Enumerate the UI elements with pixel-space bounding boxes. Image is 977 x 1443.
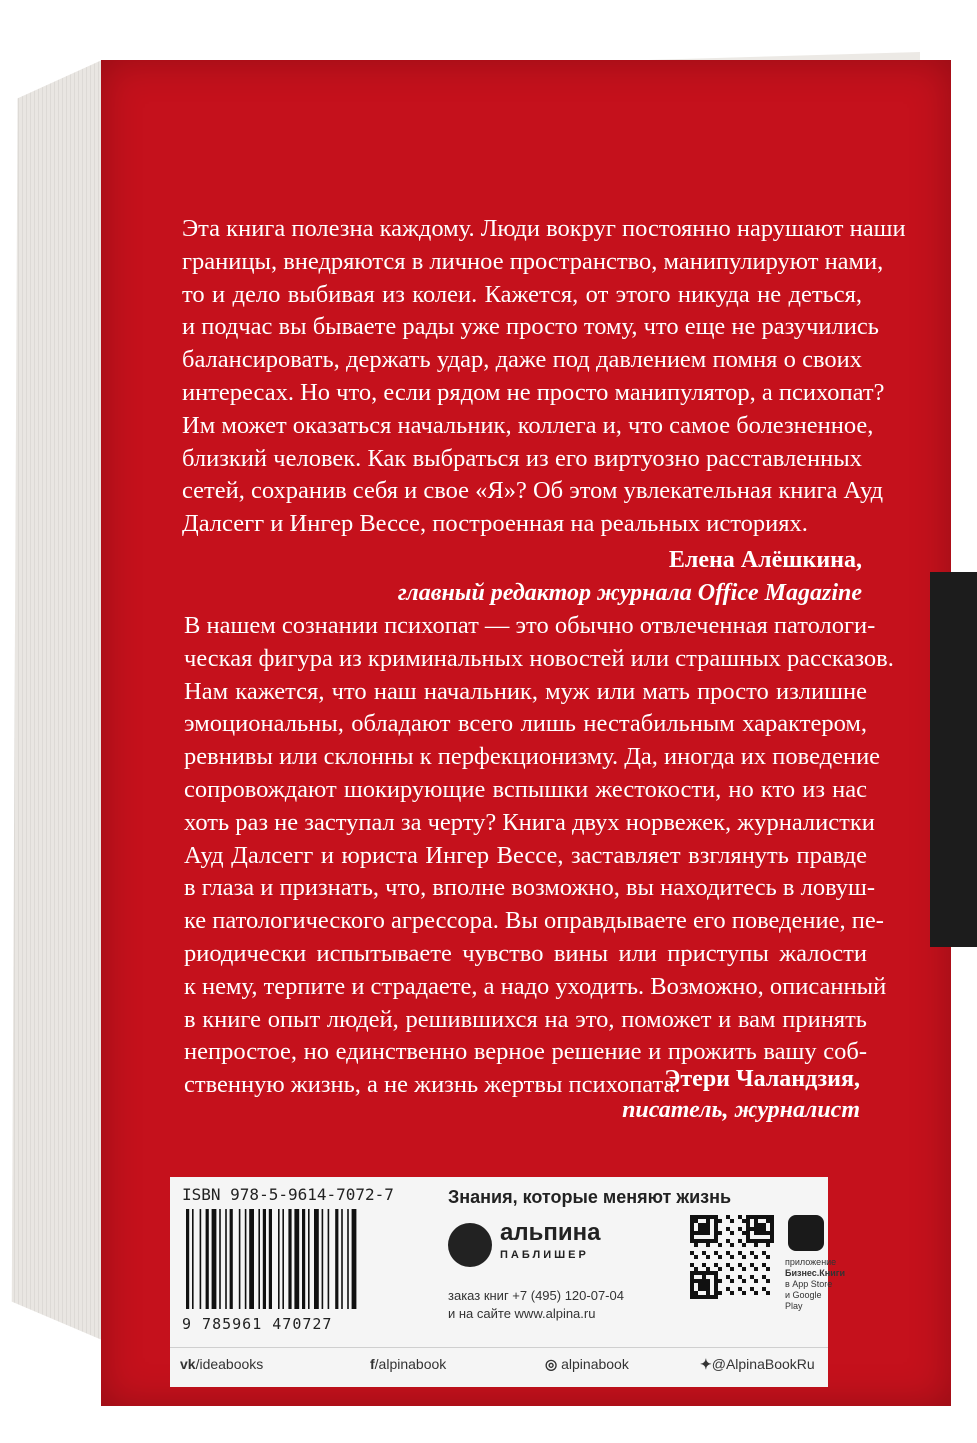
black-spine-band xyxy=(930,572,977,947)
fb-link xyxy=(370,1356,446,1372)
text-line: близкий человек. Как выбраться из его виртуозно расставленных xyxy=(182,444,862,472)
text-line: то и дело выбивая из колеи. Кажется, от этого никуда не деться, xyxy=(182,280,862,308)
app-icon xyxy=(788,1215,824,1251)
text-line: интересах. Но что, если рядом не просто манипулятор, а психопат? xyxy=(182,378,885,406)
app-line-2: Бизнес.Книги xyxy=(785,1268,846,1278)
fb-handle: /alpinabook xyxy=(374,1356,447,1372)
qr-code-icon xyxy=(690,1215,774,1299)
tw-handle: @AlpinaBookRu xyxy=(711,1356,815,1372)
facebook-icon: f xyxy=(370,1356,375,1372)
text-line: ревнивы или склонны к перфекционизму. Да, иногда их поведение xyxy=(184,743,881,771)
slogan: Знания, которые меняют жизнь xyxy=(448,1187,732,1207)
text-line: в глаза и признать, что, вполне возможно, вы находитесь в ловуш- xyxy=(184,874,876,902)
text-line: к нему, терпите и страдаете, а надо уходить. Возможно, описанный xyxy=(184,972,887,1000)
publisher-logo-icon xyxy=(448,1223,492,1267)
text-line: Ауд Далсегг и юриста Ингер Вессе, заставляет взглянуть правде xyxy=(184,841,867,869)
vk-handle: /ideabooks xyxy=(195,1356,264,1372)
isbn-text: ISBN 978-5-9614-7072-7 xyxy=(182,1185,394,1204)
blurb-1-attribution xyxy=(398,547,862,607)
blurb-2-role: писатель, журналист xyxy=(622,1097,860,1123)
blurb-1-role: главный редактор журнала Office Magazine xyxy=(397,580,862,606)
barcode-image xyxy=(182,1209,422,1309)
blurb-1-text xyxy=(182,213,906,541)
page-edges-side xyxy=(6,60,102,1340)
text-line: сетей, сохранив себя и свое «Я»? Об этом увлекательная книга Ауд xyxy=(182,477,884,505)
app-line-4: и Google Play xyxy=(785,1290,822,1311)
text-line: Нам кажется, что наш начальник, муж или мать просто излишне xyxy=(184,677,867,705)
app-line-3: в App Store xyxy=(785,1279,833,1289)
text-line: эмоциональны, обладают всего лишь нестабильным характером, xyxy=(184,710,867,738)
order-info xyxy=(448,1287,624,1323)
text-line: хоть раз не заступал за черту? Книга двух норвежек, журналистки xyxy=(184,808,875,836)
text-line: риодически испытываете чувство вины или приступы жалости xyxy=(184,939,867,967)
order-phone: заказ книг +7 (495) 120-07-04 xyxy=(448,1288,624,1303)
instagram-icon: ◎ xyxy=(545,1356,558,1372)
barcode-panel xyxy=(170,1177,846,1387)
barcode-digits: 9 785961 470727 xyxy=(182,1315,333,1333)
ig-link xyxy=(545,1356,629,1373)
text-line: В нашем сознании психопат — это обычно отвлеченная патологи- xyxy=(184,612,876,639)
app-line-1: приложение xyxy=(785,1257,837,1267)
tw-link xyxy=(700,1356,815,1373)
publisher-sub: ПАБЛИШЕР xyxy=(500,1249,589,1261)
social-row xyxy=(170,1347,828,1378)
blurb-2-text xyxy=(184,610,894,1102)
order-site: и на сайте www.alpina.ru xyxy=(448,1306,596,1321)
text-line: в книге опыт людей, решившихся на это, поможет и вам принять xyxy=(184,1005,867,1033)
text-line: Эта книга полезна каждому. Люди вокруг постоянно нарушают наши xyxy=(182,215,906,242)
text-line: ке патологического агрессора. Вы оправдываете его поведение, пе- xyxy=(184,907,884,935)
text-line: сопровождают шокирующие вспышки жестокости, но кто из нас xyxy=(184,775,867,803)
ig-handle: alpinabook xyxy=(561,1356,629,1372)
vk-link xyxy=(180,1356,263,1372)
text-line: ческая фигура из криминальных новостей или страшных рассказов. xyxy=(184,644,894,672)
publisher-name: альпина xyxy=(500,1219,601,1246)
blurb-2-attribution xyxy=(622,1066,860,1124)
text-line: и подчас вы бываете рады уже просто тому, что еще не разучились xyxy=(182,313,879,341)
text-line: границы, внедряются в личное пространство, манипулируют нами, xyxy=(182,247,884,275)
text-line: непростое, но единственно верное решение и прожить вашу соб- xyxy=(184,1038,867,1066)
blurb-1-author: Елена Алёшкина, xyxy=(668,547,862,573)
text-line: Далсегг и Ингер Вессе, построенная на реальных историях. xyxy=(182,510,808,538)
twitter-icon: ✦ xyxy=(700,1356,712,1372)
blurb-2-author: Этери Чаландзия, xyxy=(664,1066,860,1092)
text-line: Им может оказаться начальник, коллега и, что самое болезненное, xyxy=(182,411,874,439)
vk-icon: vk xyxy=(180,1356,196,1372)
app-info xyxy=(785,1257,846,1312)
text-line: ственную жизнь, а не жизнь жертвы психопата. xyxy=(184,1071,681,1099)
text-line: балансировать, держать удар, даже под давлением помня о своих xyxy=(182,346,862,374)
